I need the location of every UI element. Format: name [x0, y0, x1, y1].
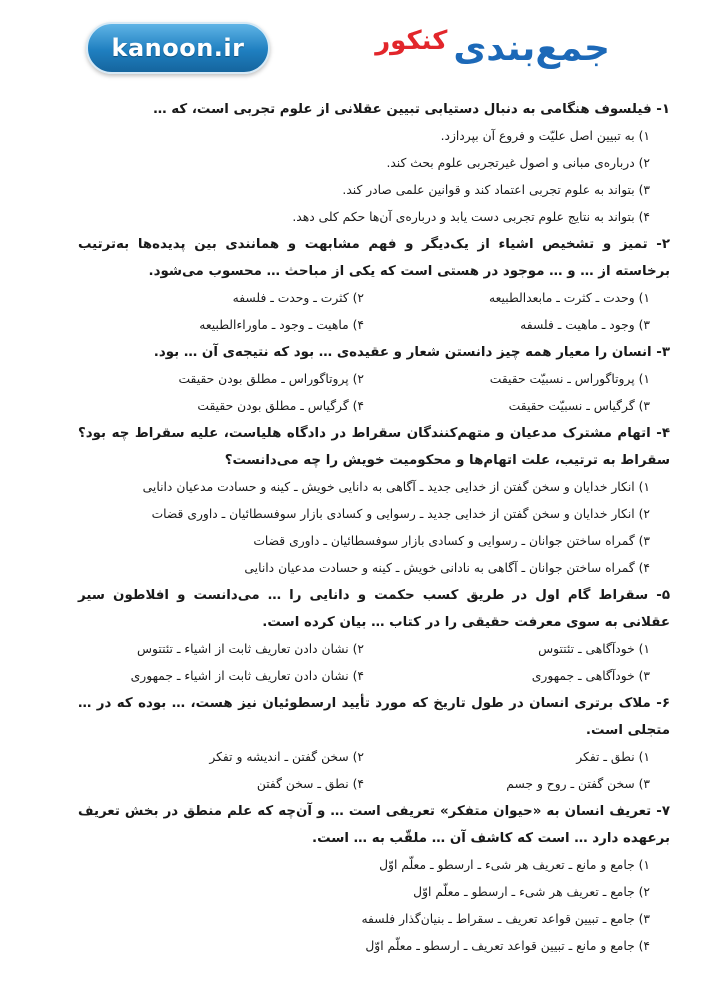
option: ۳) خودآگاهی ـ جمهوری: [531, 669, 650, 683]
option: ۱) به تبیین اصل علیّت و فروع آن بپردازد.: [440, 129, 650, 143]
option: ۴) نشان دادن تعاریف ثابت از اشیاء ـ جمهوری: [130, 669, 364, 683]
brand-title: [375, 22, 610, 74]
question-stem: ۳- انسان را معیار همه چیز دانستن شعار و عقیده‌ی … بود که نتیجه‌ی آن … بود.: [153, 345, 670, 360]
options: [78, 366, 670, 420]
logo-text: kanoon.ir: [111, 34, 245, 62]
option: ۱) جامع و مانع ـ تعریف هر شیء ـ ارسطو ـ معلّم اوّل: [379, 858, 650, 872]
question-stem: ۶- ملاک برتری انسان در طول تاریخ که مورد تأیید ارسطوئیان نیز هست، … بوده که در … متجلی است.: [78, 696, 670, 738]
option: ۴) ماهیت ـ وجود ـ ماوراءالطبیعه: [199, 318, 364, 332]
options: [78, 474, 670, 582]
options: [78, 636, 670, 690]
option: ۴) نطق ـ سخن گفتن: [256, 777, 364, 791]
option: ۱) خودآگاهی ـ تئتتوس: [538, 642, 650, 656]
option: ۳) وجود ـ ماهیت ـ فلسفه: [520, 318, 650, 332]
brand-main: جمع‌بندی: [453, 27, 610, 69]
option: ۱) نطق ـ تفکر: [576, 750, 650, 764]
option: ۴) گرگیاس ـ مطلق بودن حقیقت: [197, 399, 364, 413]
option: ۱) انکار خدایان و سخن گفتن از خدایی جدید ـ آگاهی به دانایی خویش ـ کینه و حسادت مدعیان دانایی: [142, 480, 650, 494]
brand-sub: کنکور: [375, 26, 448, 56]
option: ۳) جامع ـ تبیین قواعد تعریف ـ سقراط ـ بنیان‌گذار فلسفه: [361, 912, 650, 926]
option: ۲) کثرت ـ وحدت ـ فلسفه: [232, 291, 364, 305]
option: ۱) وحدت ـ کثرت ـ مابعدالطبیعه: [489, 291, 650, 305]
question-4: [78, 420, 670, 582]
question-stem: ۵- سقراط گام اول در طریق کسب حکمت و دانایی را … می‌دانست و افلاطون سیر عقلانی به سوی معرفت حقیقی را در کتاب … بیان کرده است.: [78, 588, 670, 630]
option: ۲) درباره‌ی مبانی و اصول غیرتجربی علوم بحث کند.: [386, 156, 650, 170]
question-7: [78, 798, 670, 960]
option: ۴) جامع و مانع ـ تبیین قواعد تعریف ـ ارسطو ـ معلّم اوّل: [365, 939, 650, 953]
question-1: [78, 96, 670, 231]
option: ۲) انکار خدایان و سخن گفتن از خدایی جدید ـ رسوایی و کسادی بازار سوفسطائیان ـ داوری قضات: [151, 507, 650, 521]
kanoon-logo[interactable]: [86, 22, 270, 74]
option: ۲) نشان دادن تعاریف ثابت از اشیاء ـ تئتتوس: [137, 642, 364, 656]
option: ۴) گمراه ساختن جوانان ـ آگاهی به نادانی خویش ـ کینه و حسادت مدعیان دانایی: [244, 561, 650, 575]
question-list: [78, 96, 670, 960]
question-2: [78, 231, 670, 339]
option: ۳) گمراه ساختن جوانان ـ رسوایی و کسادی بازار سوفسطائیان ـ داوری قضات: [253, 534, 650, 548]
option: ۳) بتواند به علوم تجربی اعتماد کند و قوانین علمی صادر کند.: [342, 183, 650, 197]
options: [78, 744, 670, 798]
options: [78, 285, 670, 339]
question-stem: ۲- تمیز و تشخیص اشیاء از یک‌دیگر و فهم مشابهت و همانندی بین پدیده‌ها به‌ترتیب برخاسته از … و … موجود در هستی است که یکی از مباحث … محسوب می‌شود.: [78, 237, 670, 279]
page-header: [0, 0, 709, 95]
option: ۳) گرگیاس ـ نسبیّت حقیقت: [508, 399, 650, 413]
option: ۲) پروتاگوراس ـ مطلق بودن حقیقت: [178, 372, 364, 386]
option: ۳) سخن گفتن ـ روح و جسم: [506, 777, 650, 791]
options: [78, 123, 670, 231]
option: ۲) جامع ـ تعریف هر شیء ـ ارسطو ـ معلّم اوّل: [413, 885, 650, 899]
option: ۴) بتواند به نتایج علوم تجربی دست یابد و درباره‌ی آن‌ها حکم کلی دهد.: [292, 210, 650, 224]
options: [78, 852, 670, 960]
question-6: [78, 690, 670, 798]
question-stem: ۱- فیلسوف هنگامی به دنبال دستیابی تبیین عقلانی از علوم تجربی است، که …: [153, 102, 670, 117]
option: ۲) سخن گفتن ـ اندیشه و تفکر: [209, 750, 364, 764]
question-5: [78, 582, 670, 690]
question-stem: ۷- تعریف انسان به «حیوان متفکر» تعریفی است … و آن‌چه که علم منطق در بخش تعریف برعهده دارد … است که کاشف آن … ملقّب به … است.: [78, 804, 670, 846]
question-3: [78, 339, 670, 420]
question-stem: ۴- اتهام مشترک مدعیان و متهم‌کنندگان سقراط در دادگاه هلیاست، علیه سقراط چه بود؟ سقراط به ترتیب، علت اتهام‌ها و محکومیت خویش را چه می‌دانست؟: [78, 426, 670, 468]
option: ۱) پروتاگوراس ـ نسبیّت حقیقت: [489, 372, 650, 386]
